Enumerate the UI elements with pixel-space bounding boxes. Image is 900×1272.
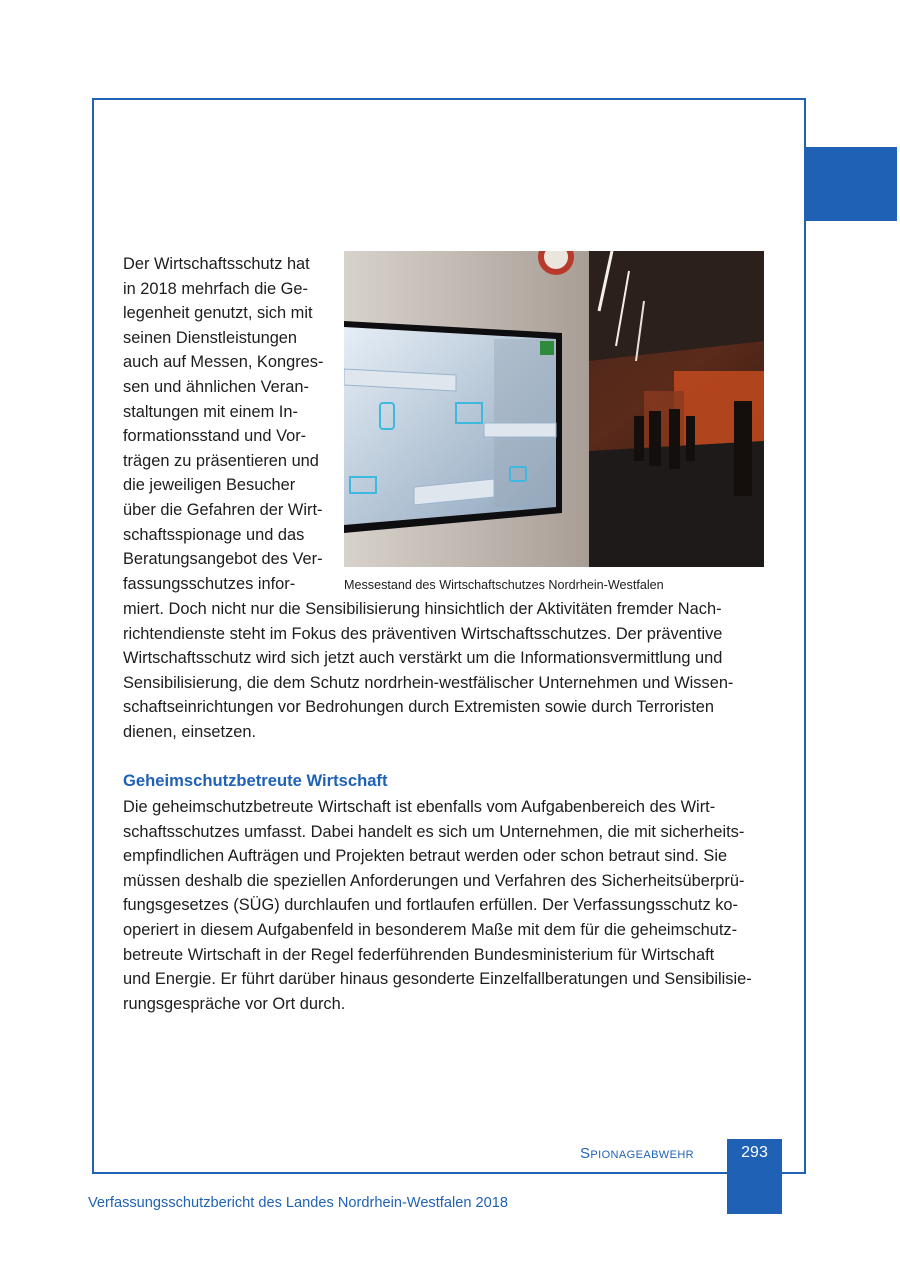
text-line: seinen Dienstleistungen (123, 328, 298, 347)
photo-caption: Messestand des Wirtschaftschutzes Nordrhein-Westfalen (344, 578, 664, 592)
text-line: schaftsspionage und das (123, 525, 305, 544)
text-line: Der Wirtschaftsschutz hat (123, 255, 310, 273)
text-line: Die geheimschutzbetreute Wirtschaft ist ebenfalls vom Aufgabenbereich des Wirt- (123, 798, 716, 816)
text-line: formationsstand und Vor- (123, 427, 307, 446)
text-line: richtendienste steht im Fokus des präventiven Wirtschaftsschutzes. Der präventive (123, 624, 723, 643)
text-line: müssen deshalb die speziellen Anforderungen und Verfahren des Sicherheitsüberprü- (123, 871, 745, 890)
trade-fair-photo (344, 251, 764, 567)
chapter-tab-marker (804, 147, 897, 221)
section-paragraph (123, 795, 752, 1016)
intro-paragraph-wrapped (123, 252, 323, 596)
text-line: die jeweiligen Besucher (123, 476, 296, 495)
text-line: Wirtschaftsschutz wird sich jetzt auch verstärkt um die Informationsvermittlung und (123, 649, 723, 668)
intro-paragraph-continuation (123, 597, 733, 745)
running-section-label: Spionageabwehr (580, 1145, 695, 1162)
text-line: schaftseinrichtungen vor Bedrohungen durch Extremisten sowie durch Terroristen (123, 698, 714, 717)
text-line: Sensibilisierung, die dem Schutz nordrhein-westfälischer Unternehmen und Wissen- (123, 673, 734, 692)
text-line: empfindlichen Aufträgen und Projekten betraut werden oder schon betraut sind. Sie (123, 847, 728, 866)
text-line: fassungsschutzes infor- (123, 574, 296, 593)
text-line: schaftsschutzes umfasst. Dabei handelt es sich um Unternehmen, die mit sicherheits- (123, 822, 745, 841)
section-heading: Geheimschutzbetreute Wirtschaft (123, 771, 388, 790)
text-line: auch auf Messen, Kongres- (123, 353, 324, 372)
text-line: Beratungsangebot des Ver- (123, 550, 323, 569)
text-line: miert. Doch nicht nur die Sensibilisierung hinsichtlich der Aktivitäten fremder Nach- (123, 600, 722, 618)
publication-footer: Verfassungsschutzbericht des Landes Nordrhein-Westfalen 2018 (88, 1195, 508, 1211)
text-line: fungsgesetzes (SÜG) durchlaufen und fortlaufen erfüllen. Der Verfassungsschutz ko- (123, 896, 738, 915)
text-line: dienen, einsetzen. (123, 722, 257, 741)
text-line: und Energie. Er führt darüber hinaus gesonderte Einzelfallberatungen und Sensibilisie- (123, 970, 752, 989)
text-line: operiert in diesem Aufgabenfeld in besonderem Maße mit dem für die geheimschutz- (123, 920, 738, 939)
text-line: in 2018 mehrfach die Ge- (123, 279, 308, 298)
text-line: trägen zu präsentieren und (123, 451, 319, 470)
photo-illustration (344, 251, 764, 567)
text-line: sen und ähnlichen Veran- (123, 377, 309, 396)
page-number: 293 (741, 1144, 768, 1161)
text-line: rungsgespräche vor Ort durch. (123, 994, 346, 1013)
text-line: staltungen mit einem In- (123, 402, 298, 421)
text-line: legenheit genutzt, sich mit (123, 304, 313, 323)
text-line: betreute Wirtschaft in der Regel federführenden Bundesministerium für Wirtschaft (123, 945, 715, 964)
text-line: über die Gefahren der Wirt- (123, 500, 323, 519)
